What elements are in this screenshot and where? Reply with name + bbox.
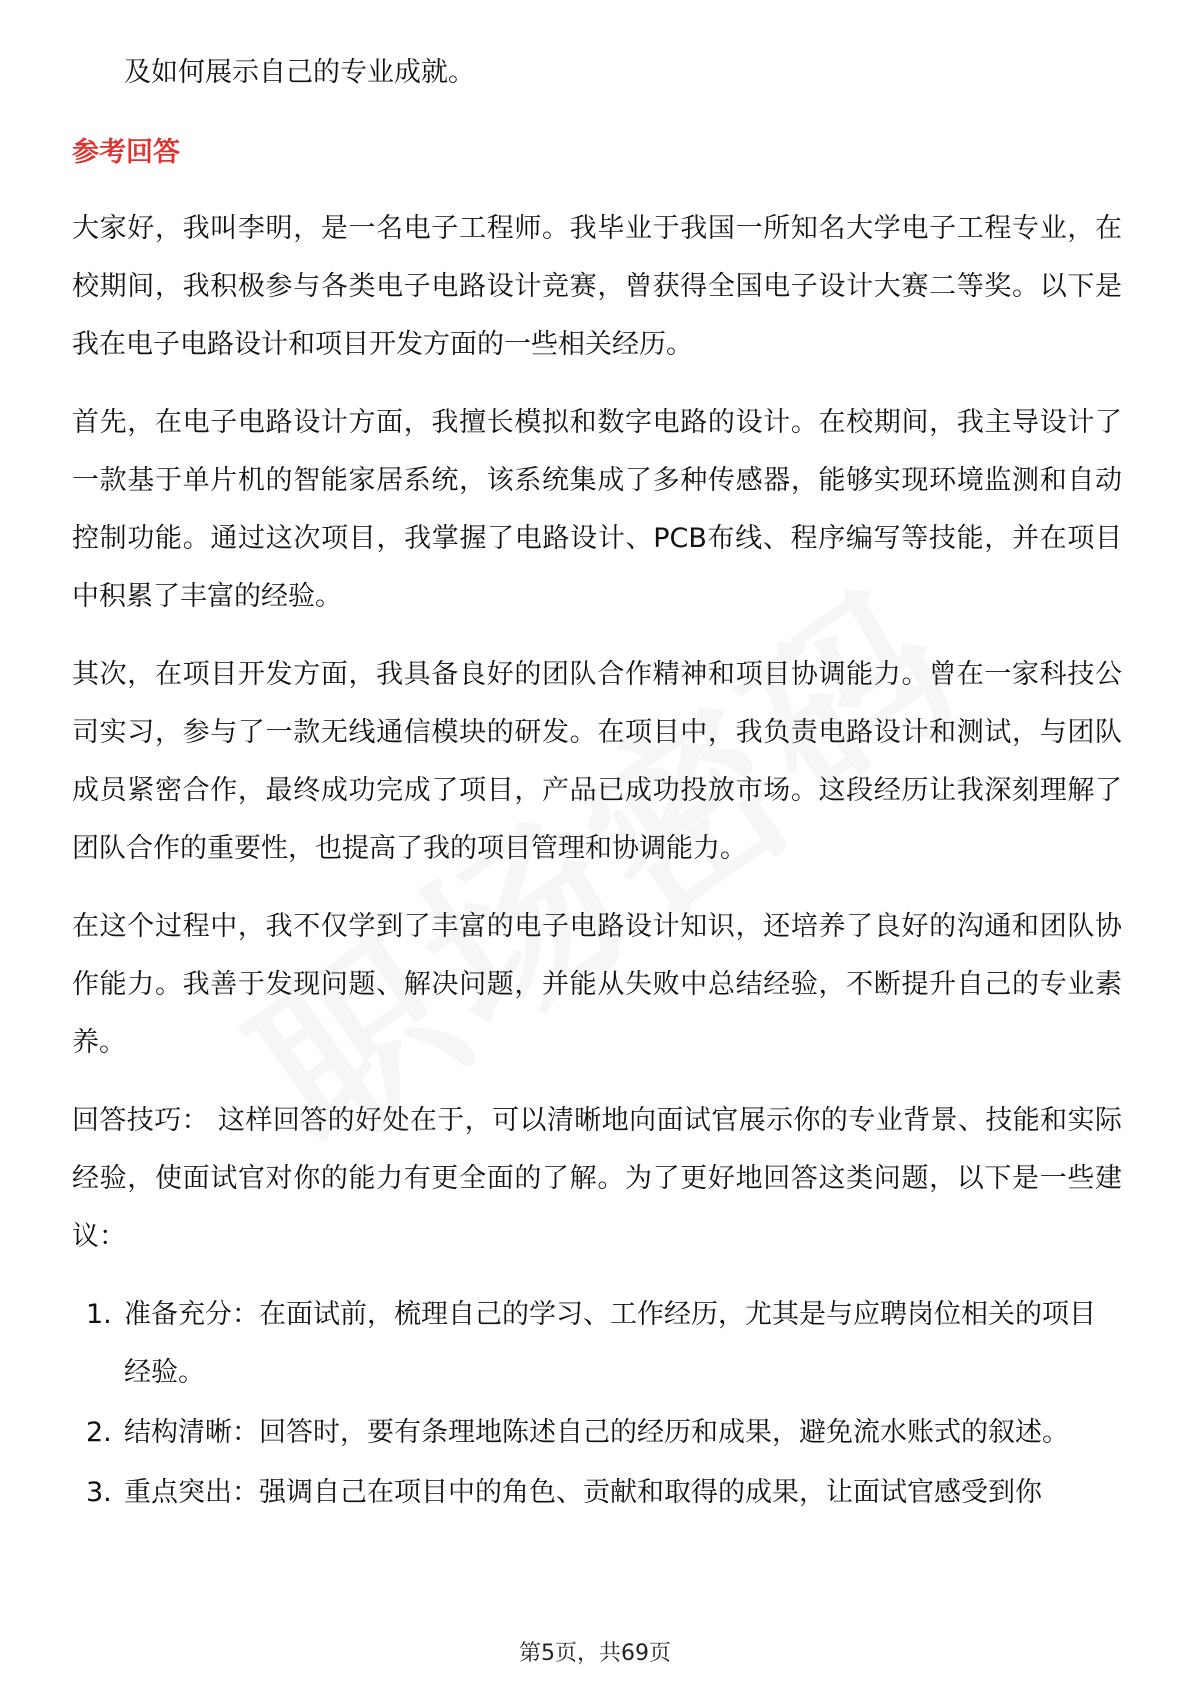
paragraph-intro: 大家好，我叫李明，是一名电子工程师。我毕业于我国一所知名大学电子工程专业，在校期间，我积极参与各类电子电路设计竞赛，曾获得全国电子设计大赛二等奖。以下是我在电子电路设计和项目开发方面的一些相关经历。: [72, 213, 1122, 360]
list-item: [72, 1464, 1122, 1522]
list-item-text: 准备充分：在面试前，梳理自己的学习、工作经历，尤其是与应聘岗位相关的项目经验。: [124, 1299, 1096, 1388]
tips-list: [72, 1286, 1122, 1522]
section-title: 参考回答: [72, 137, 180, 168]
page-number: 第5页，共69页: [519, 1641, 671, 1666]
paragraph-project-development: 其次，在项目开发方面，我具备良好的团队合作精神和项目协调能力。曾在一家科技公司实习，参与了一款无线通信模块的研发。在项目中，我负责电路设计和测试，与团队成员紧密合作，最终成功完成了项目，产品已成功投放市场。这段经历让我深刻理解了团队合作的重要性，也提高了我的项目管理和协调能力。: [72, 659, 1122, 864]
list-number: 1.: [86, 1299, 112, 1330]
list-item-text: 重点突出：强调自己在项目中的角色、贡献和取得的成果，让面试官感受到你: [124, 1477, 1042, 1508]
list-number: 3.: [86, 1477, 112, 1508]
paragraph-circuit-design: 首先，在电子电路设计方面，我擅长模拟和数字电路的设计。在校期间，我主导设计了一款基于单片机的智能家居系统，该系统集成了多种传感器，能够实现环境监测和自动控制功能。通过这次项目，我掌握了电路设计、PCB布线、程序编写等技能，并在项目中积累了丰富的经验。: [72, 407, 1122, 612]
document-page: [72, 44, 1122, 1524]
list-item: [72, 1286, 1122, 1402]
list-item: [72, 1404, 1122, 1462]
paragraph-answer-tips: 回答技巧： 这样回答的好处在于，可以清晰地向面试官展示你的专业背景、技能和实际经验，使面试官对你的能力有更全面的了解。为了更好地回答这类问题，以下是一些建议：: [72, 1105, 1122, 1252]
list-item-text: 结构清晰：回答时，要有条理地陈述自己的经历和成果，避免流水账式的叙述。: [124, 1417, 1069, 1448]
paragraph-summary: 在这个过程中，我不仅学到了丰富的电子电路设计知识，还培养了良好的沟通和团队协作能力。我善于发现问题、解决问题，并能从失败中总结经验，不断提升自己的专业素养。: [72, 911, 1122, 1058]
continued-text: 及如何展示自己的专业成就。: [124, 57, 475, 88]
list-number: 2.: [86, 1417, 112, 1448]
